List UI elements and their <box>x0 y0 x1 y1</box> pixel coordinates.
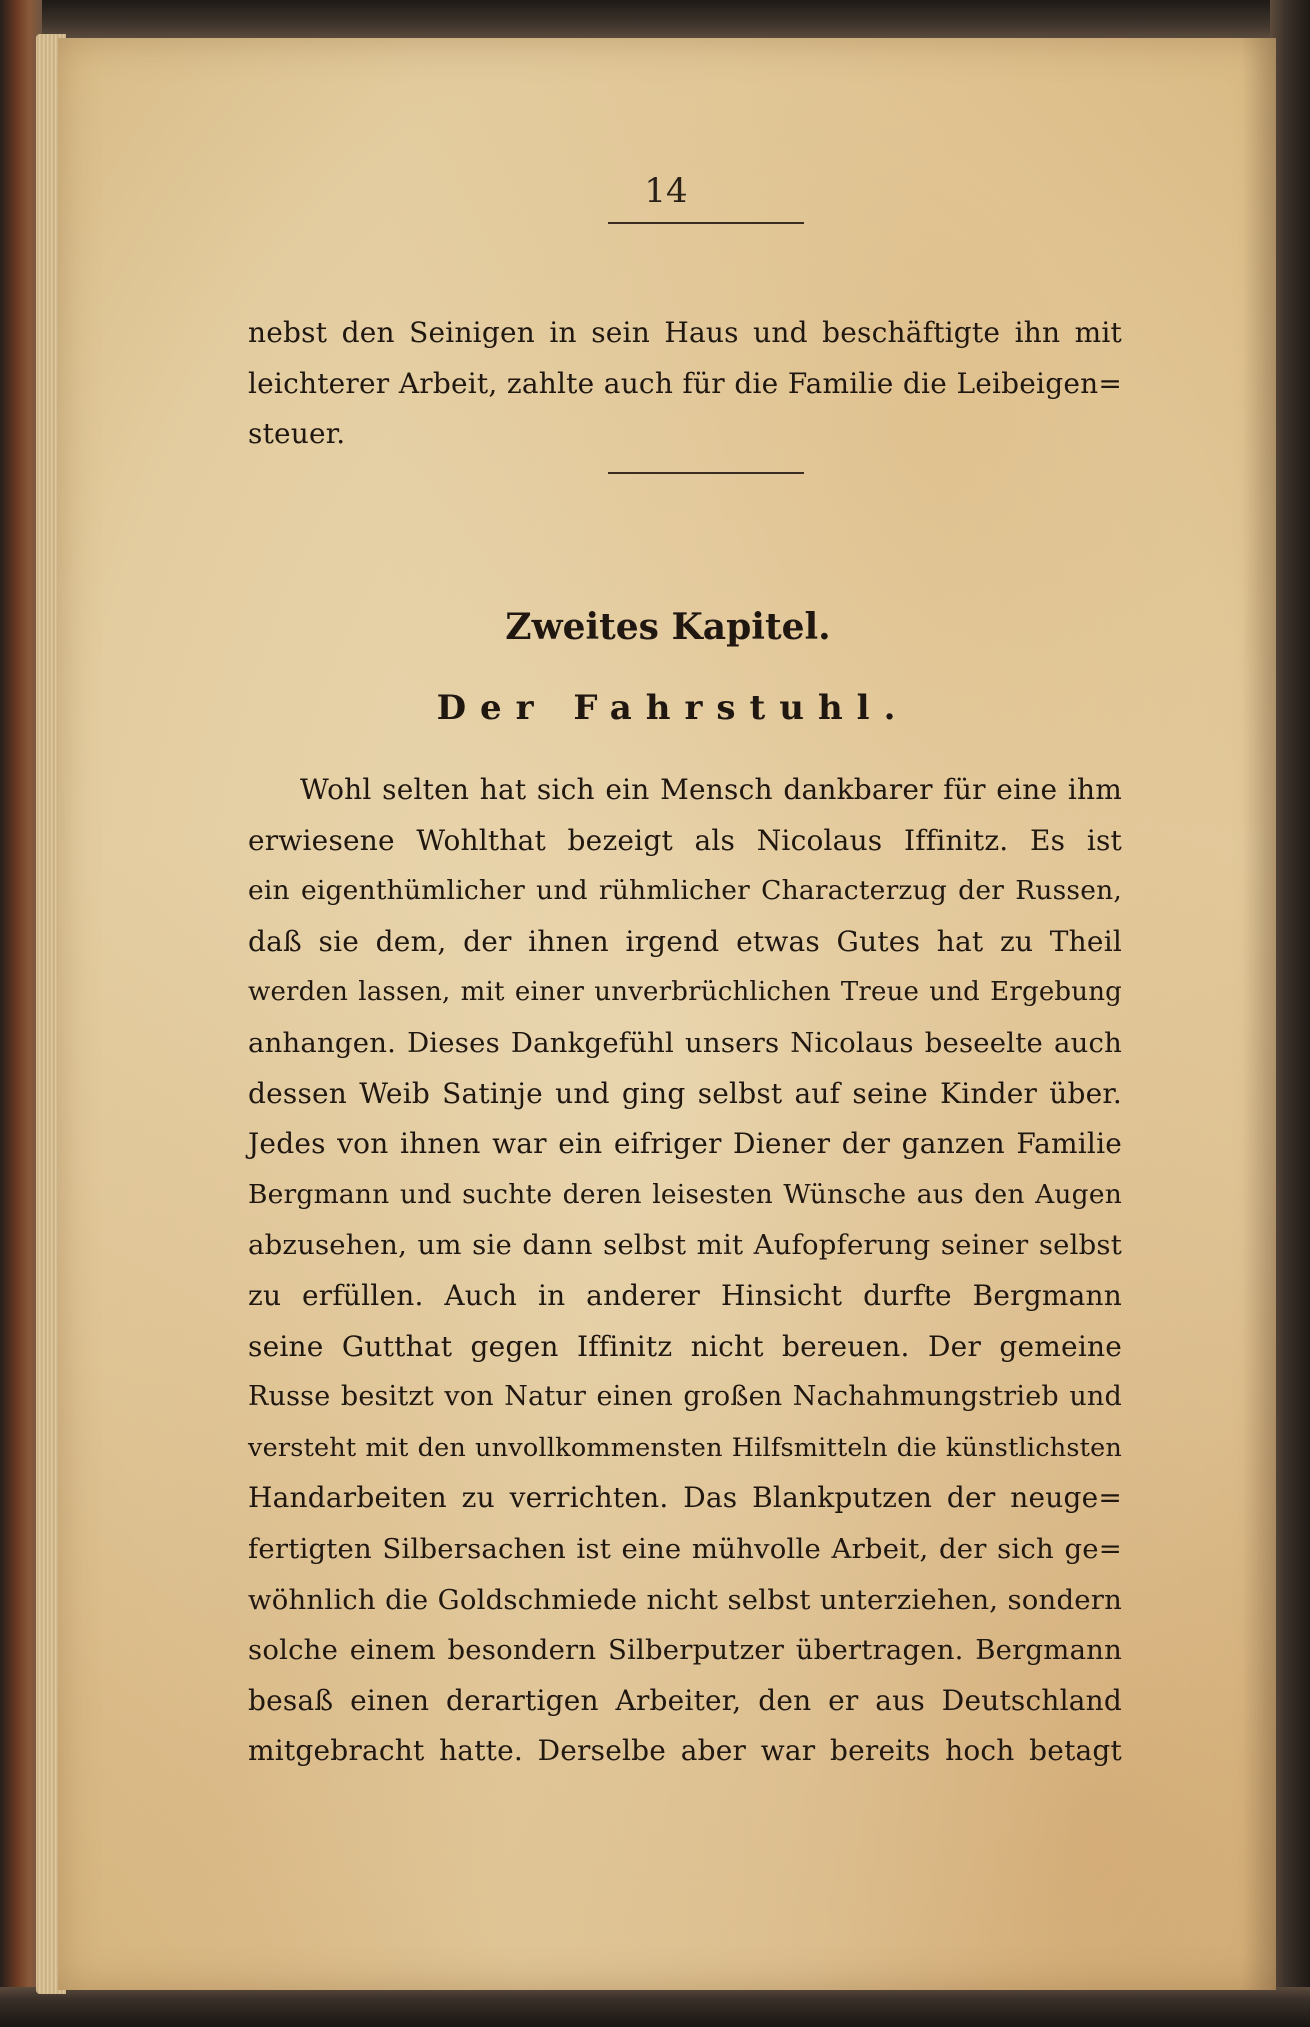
header-rule <box>608 222 804 224</box>
text-line: erwiesene Wohlthat bezeigt als Nicolaus Iffinitz. Es ist <box>248 823 1122 857</box>
text-line: seine Gutthat gegen Iffinitz nicht bereuen. Der gemeine <box>248 1329 1122 1363</box>
text-line: Bergmann und suchte deren leisesten Wünsche aus den Augen <box>248 1178 1122 1210</box>
text-line: wöhnlich die Goldschmiede nicht selbst unterziehen, sondern <box>248 1583 1122 1616</box>
text-line: fertigten Silbersachen ist eine mühvolle Arbeit, der sich ge= <box>248 1532 1122 1565</box>
text-line: besaß einen derartigen Arbeiter, den er aus Deutschland <box>248 1683 1122 1717</box>
page-number: 14 <box>644 171 688 211</box>
chapter-title: Zweites Kapitel. <box>505 606 831 648</box>
book-page <box>58 38 1276 1990</box>
text-line: versteht mit den unvollkommensten Hilfsmitteln die künstlichsten <box>248 1432 1122 1463</box>
text-line: zu erfüllen. Auch in anderer Hinsicht durfte Bergmann <box>248 1278 1122 1312</box>
text-line: anhangen. Dieses Dankgefühl unsers Nicolaus beseelte auch <box>248 1026 1122 1059</box>
text-line: mitgebracht hatte. Derselbe aber war bereits hoch betagt <box>248 1734 1122 1768</box>
text-line: Wohl selten hat sich ein Mensch dankbarer für eine ihm <box>300 773 1122 806</box>
text-line: dessen Weib Satinje und ging selbst auf seine Kinder über. <box>248 1076 1122 1110</box>
paragraph-top <box>248 308 1122 460</box>
text-line: Handarbeiten zu verrichten. Das Blankputzen der neuge= <box>248 1481 1122 1515</box>
text-line: ein eigenthümlicher und rühmlicher Characterzug der Russen, <box>248 875 1122 907</box>
paragraph-main <box>248 765 1122 1777</box>
text-line: leichterer Arbeit, zahlte auch für die Familie die Leibeigen= <box>248 366 1122 400</box>
book-cover-bottom-edge <box>0 1987 1310 2027</box>
text-line: Jedes von ihnen war ein eifriger Diener der ganzen Familie <box>248 1127 1122 1161</box>
text-line: steuer. <box>248 417 346 451</box>
text-line: abzusehen, um sie dann selbst mit Aufopferung seiner selbst <box>248 1229 1122 1262</box>
section-divider-rule <box>608 472 804 474</box>
text-line: nebst den Seinigen in sein Haus und beschäftigte ihn mit <box>248 316 1122 349</box>
book-cover-right-edge <box>1270 0 1310 2027</box>
text-line: werden lassen, mit einer unverbrüchlichen Treue und Ergebung <box>248 977 1122 1008</box>
chapter-subtitle: Der Fahrstuhl. <box>436 688 910 728</box>
text-line: Russe besitzt von Natur einen großen Nachahmungstrieb und <box>248 1381 1122 1413</box>
page-gutter-shadow <box>1242 38 1276 1990</box>
book-cover-top-edge <box>0 0 1310 38</box>
text-line: solche einem besondern Silberputzer übertragen. Bergmann <box>248 1634 1122 1667</box>
text-line: daß sie dem, der ihnen irgend etwas Gutes hat zu Theil <box>248 924 1122 958</box>
